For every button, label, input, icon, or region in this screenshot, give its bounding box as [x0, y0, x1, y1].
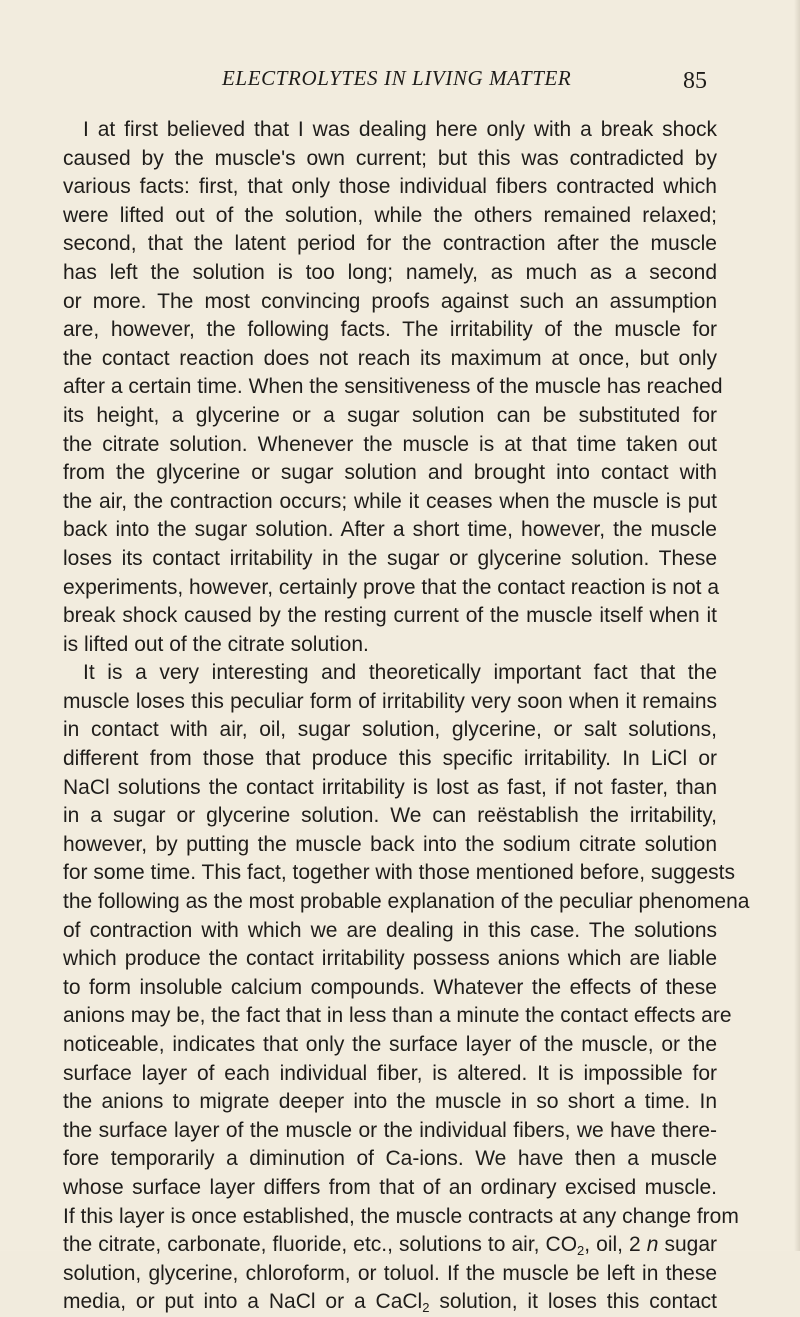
- text-line: experiments, however, certainly prove that the contact reaction is not a: [63, 575, 720, 599]
- text-line: its height, a glycerine or a sugar solution can be substituted for: [63, 403, 717, 427]
- page-header: [0, 66, 800, 106]
- text-fragment: , oil, 2: [584, 1233, 647, 1257]
- text-line: the anions to migrate deeper into the muscle in so short a time. In: [63, 1090, 717, 1114]
- text-line: NaCl solutions the contact irritability is lost as fast, if not faster, than: [63, 775, 717, 799]
- text-fragment: media, or put into a NaCl or a CaCl: [63, 1290, 423, 1314]
- text-fragment: sugar: [658, 1233, 717, 1257]
- text-line: is lifted out of the citrate solution.: [63, 632, 369, 656]
- text-line: I at first believed that I was dealing here only with a break shock: [83, 118, 717, 141]
- page-number: 85: [683, 68, 707, 94]
- text-line: second, that the latent period for the contraction after the muscle: [63, 232, 717, 256]
- text-line: various facts: first, that only those individual fibers contracted which: [63, 175, 717, 199]
- text-line: noticeable, indicates that only the surface layer of the muscle, or the: [63, 1033, 717, 1056]
- text-line: for some time. This fact, together with those mentioned before, suggests: [63, 861, 735, 885]
- text-line: the surface layer of the muscle or the individual fibers, we have there-: [63, 1118, 717, 1142]
- text-line: surface layer of each individual fiber, is altered. It is impossible for: [63, 1061, 717, 1085]
- text-line: in a sugar or glycerine solution. We can reëstablish the irritability,: [63, 804, 717, 828]
- text-line: different from those that produce this specific irritability. In LiCl or: [63, 747, 717, 771]
- text-fragment: solution, it loses this contact: [429, 1290, 717, 1314]
- text-line: has left the solution is too long; namely, as much as a second: [63, 260, 717, 284]
- text-line: solution, glycerine, chloroform, or toluol. If the muscle be left in these: [63, 1261, 717, 1285]
- text-line: the contact reaction does not reach its maximum at once, but only: [63, 346, 717, 370]
- text-line: whose surface layer differs from that of an ordinary excised muscle.: [63, 1175, 717, 1199]
- text-line: anions may be, the fact that in less than a minute the contact effects are: [63, 1004, 732, 1028]
- text-line: the following as the most probable explanation of the peculiar phenomena: [63, 890, 750, 914]
- paragraph-2: [63, 659, 750, 1317]
- page-edge-shadow: [794, 0, 800, 1251]
- text-line: after a certain time. When the sensitiveness of the muscle has reached: [63, 375, 723, 399]
- text-fragment: 2: [422, 1300, 430, 1316]
- text-line: loses its contact irritability in the sugar or glycerine solution. These: [63, 546, 717, 570]
- text-line: muscle loses this peculiar form of irritability very soon when it remains: [63, 689, 717, 713]
- text-line: It is a very interesting and theoretically important fact that the: [83, 661, 717, 685]
- paragraph-1: [63, 116, 723, 659]
- text-line: break shock caused by the resting current of the muscle itself when it: [63, 604, 717, 628]
- text-fragment: 2: [577, 1243, 585, 1259]
- running-title: ELECTROLYTES IN LIVING MATTER: [222, 66, 572, 90]
- body-text: [63, 116, 750, 1317]
- text-line: from the glycerine or sugar solution and brought into contact with: [63, 461, 717, 485]
- text-line: caused by the muscle's own current; but this was contradicted by: [63, 146, 717, 170]
- text-line: are, however, the following facts. The irritability of the muscle for: [63, 318, 717, 342]
- text-fragment: n: [646, 1233, 659, 1257]
- text-line: If this layer is once established, the muscle contracts at any change from: [63, 1204, 739, 1228]
- text-line: the citrate solution. Whenever the muscle is at that time taken out: [63, 432, 717, 456]
- text-line: were lifted out of the solution, while the others remained relaxed;: [63, 203, 717, 227]
- text-line: of contraction with which we are dealing in this case. The solutions: [63, 918, 717, 942]
- text-line: back into the sugar solution. After a short time, however, the muscle: [63, 518, 717, 542]
- text-fragment: the citrate, carbonate, fluoride, etc., solutions to air, CO: [63, 1233, 578, 1257]
- text-line: which produce the contact irritability possess anions which are liable: [63, 947, 717, 971]
- text-line: however, by putting the muscle back into the sodium citrate solution: [63, 832, 717, 856]
- text-line: [63, 1288, 717, 1317]
- text-line: or more. The most convincing proofs against such an assumption: [63, 289, 717, 313]
- text-line: in contact with air, oil, sugar solution, glycerine, or salt solutions,: [63, 718, 717, 742]
- text-line: to form insoluble calcium compounds. Whatever the effects of these: [63, 975, 717, 999]
- text-line: [63, 1231, 717, 1260]
- text-line: the air, the contraction occurs; while it ceases when the muscle is put: [63, 489, 717, 513]
- text-line: fore temporarily a diminution of Ca-ions. We have then a muscle: [63, 1147, 717, 1171]
